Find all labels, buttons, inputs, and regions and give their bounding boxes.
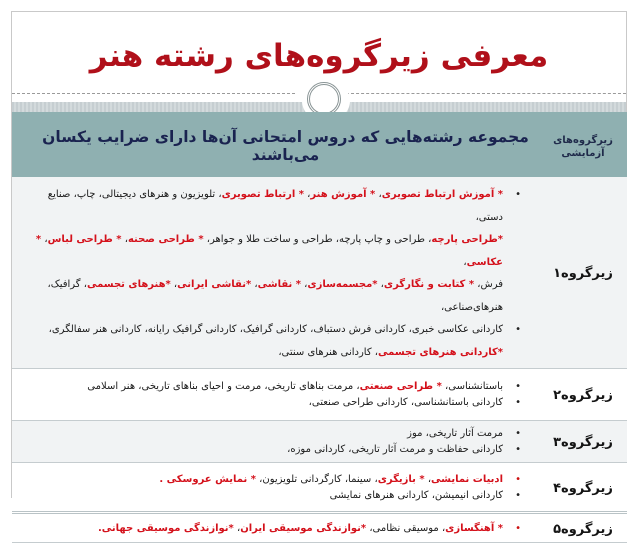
subgroup-label: زیرگروه۳	[539, 421, 627, 463]
highlighted-major: *مجسمه‌سازی	[307, 279, 378, 290]
major-text: ، گرافیک،	[47, 279, 87, 290]
major-text: ،	[170, 279, 178, 290]
highlighted-major: * طراحی صنعتی	[359, 381, 442, 392]
major-text: ،	[251, 279, 258, 290]
highlighted-major: *کاردانی هنرهای تجسمی	[378, 346, 503, 358]
bullet-item	[20, 319, 525, 364]
slide-frame	[11, 11, 627, 537]
subgroup-majors	[12, 177, 539, 369]
bullet-item	[20, 442, 525, 458]
major-text: باستانشناسی،	[441, 381, 503, 392]
subgroup-label: زیرگروه۱	[539, 177, 627, 369]
column-header-line2: آزمایشی	[561, 147, 605, 159]
subgroup-majors	[12, 463, 539, 513]
major-text: کاردانی باستانشناسی، کاردانی طراحی صنعتی،	[308, 397, 503, 408]
highlighted-major: * نقاشی	[257, 279, 301, 290]
major-text: کاردانی حفاظت و مرمت آثار تاریخی، کاردانی موزه،	[287, 444, 503, 455]
bullet-item	[20, 395, 525, 411]
column-header-subgroups	[539, 112, 627, 177]
highlighted-major: *نوازندگی موسیقی جهانی.	[98, 522, 234, 534]
bullet-item	[20, 488, 525, 504]
major-text: ،	[41, 234, 48, 245]
major-text: هنرهای‌صناعی،	[440, 301, 503, 313]
major-text: ، طراحی و چاپ پارچه، طراحی و ساخت طلا و جواهر،	[203, 234, 432, 245]
major-text: کاردانی انیمیشن، کاردانی هنرهای نمایشی	[329, 489, 503, 501]
highlighted-major: * کتابت و نگارگری	[383, 279, 475, 290]
highlighted-major: * طراحی صحنه	[127, 234, 204, 245]
highlighted-major: * طراحی لباس	[47, 234, 122, 245]
major-text: ،	[233, 522, 241, 534]
bullet-item	[20, 521, 525, 537]
major-text: ،	[301, 279, 308, 290]
major-text: ،	[424, 473, 432, 485]
major-text: ،	[377, 279, 384, 290]
page-title: معرفی زیرگروه‌های رشته هنر	[89, 38, 549, 74]
subgroup-majors	[12, 513, 539, 543]
highlighted-major: *نقاشی ایرانی	[177, 279, 252, 290]
subgroup-label: زیرگروه۵	[539, 513, 627, 543]
major-text: کاردانی عکاسی خبری، کاردانی فرش دستباف، کاردانی گرافیک، کاردانی گرافیک رایانه، کاردانی هنر سفالگری،	[48, 324, 503, 335]
major-text: مرمت آثار تاریخی، موز	[407, 428, 503, 439]
table-row	[12, 369, 627, 421]
table-row	[12, 513, 627, 543]
major-text: ،	[121, 234, 128, 245]
highlighted-major: * آموزش ارتباط تصویری	[381, 189, 503, 200]
highlighted-major: * آموزش هنر	[310, 189, 376, 200]
major-text: ، موسیقی نظامی،	[366, 522, 446, 534]
table-row	[12, 463, 627, 513]
table-row	[12, 177, 627, 369]
column-header-line1: زیرگروه‌های	[553, 134, 613, 146]
highlighted-major: * ارتباط تصویری	[221, 189, 304, 200]
subgroup-majors	[12, 369, 539, 421]
major-text: ، کاردانی هنرهای سنتی،	[278, 346, 378, 358]
major-text: ، تلویزیون و هنرهای دیجیتالی، چاپ، صنایع دستی،	[47, 189, 503, 223]
bullet-item	[20, 472, 525, 488]
major-text: ، سینما، کارگردانی تلویزیون،	[255, 473, 378, 485]
divider-left	[12, 93, 295, 94]
highlighted-major: *نوازندگی موسیقی ایران	[240, 522, 367, 534]
bullet-item	[20, 184, 525, 319]
subgroup-majors	[12, 421, 539, 463]
bullet-item	[20, 426, 525, 442]
circle-ornament-icon	[307, 82, 341, 116]
column-header-majors: مجموعه رشته‌هایی که دروس امتحانی آن‌ها دارای ضرایب یکسان می‌باشند	[42, 127, 529, 164]
highlighted-major: * بازیگری	[377, 473, 425, 485]
major-text: ، مرمت بناهای تاریخی، مرمت و احیای بناهای تاریخی، هنر اسلامی	[87, 381, 360, 392]
table-header-row	[12, 112, 627, 177]
highlighted-major: * نمایش عروسکی .	[159, 473, 256, 485]
highlighted-major: * عکاسی	[35, 234, 503, 268]
major-text: ،	[463, 256, 467, 268]
highlighted-major: * آهنگسازی	[445, 522, 503, 534]
subgroups-table	[12, 112, 627, 543]
highlighted-major: *هنرهای تجسمی	[86, 279, 171, 290]
bullet-item	[20, 379, 525, 395]
divider-right	[346, 93, 626, 94]
major-text: فرش،	[474, 279, 503, 290]
table-row	[12, 421, 627, 463]
highlighted-major: ادبیات نمایشی	[431, 473, 503, 485]
highlighted-major: *طراحی پارچه	[431, 234, 503, 245]
major-text: ،	[304, 189, 311, 200]
subgroup-label: زیرگروه۲	[539, 369, 627, 421]
subgroup-label: زیرگروه۴	[539, 463, 627, 513]
major-text: ،	[375, 189, 382, 200]
